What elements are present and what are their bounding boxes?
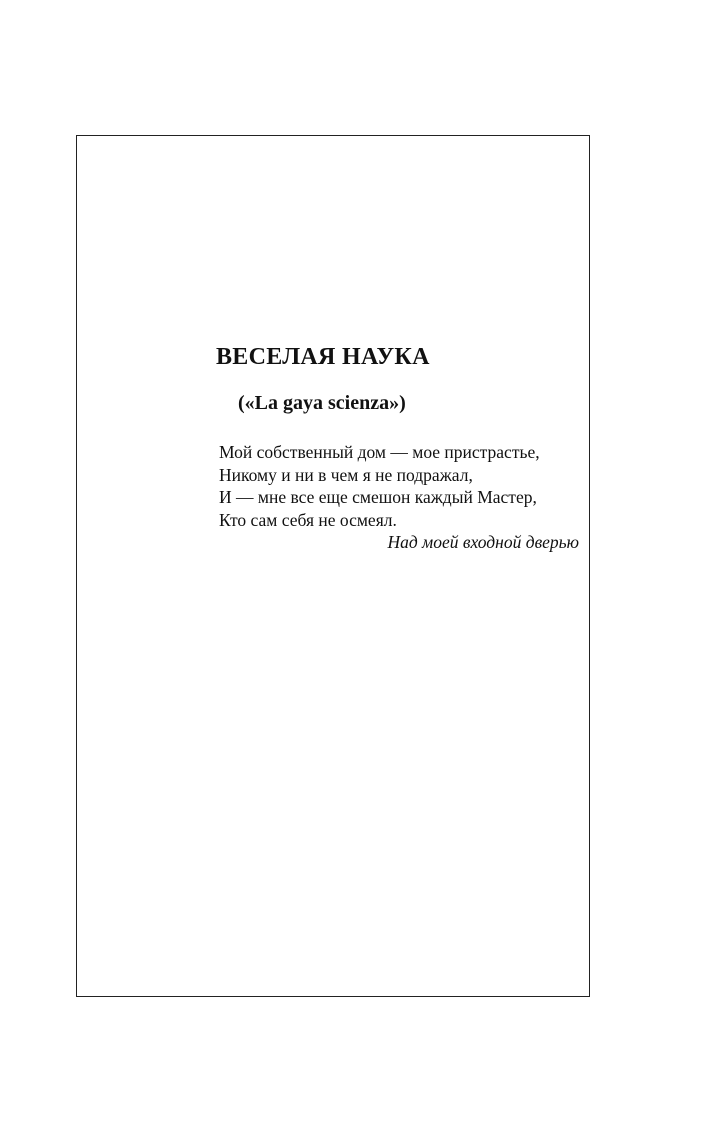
page-title: ВЕСЕЛАЯ НАУКА (216, 344, 430, 370)
page-frame-border (76, 135, 590, 997)
epigraph-line: И — мне все еще смешон каждый Мастер, (219, 487, 537, 508)
epigraph-source: Над моей входной дверью (387, 532, 579, 553)
page-subtitle: («La gaya scienza») (238, 392, 406, 414)
epigraph (219, 441, 581, 554)
epigraph-line: Кто сам себя не осмеял. (219, 509, 397, 530)
epigraph-line: Мой собственный дом — мое пристрастье, (219, 442, 540, 462)
epigraph-line: Никому и ни в чем я не подражал, (219, 464, 473, 485)
